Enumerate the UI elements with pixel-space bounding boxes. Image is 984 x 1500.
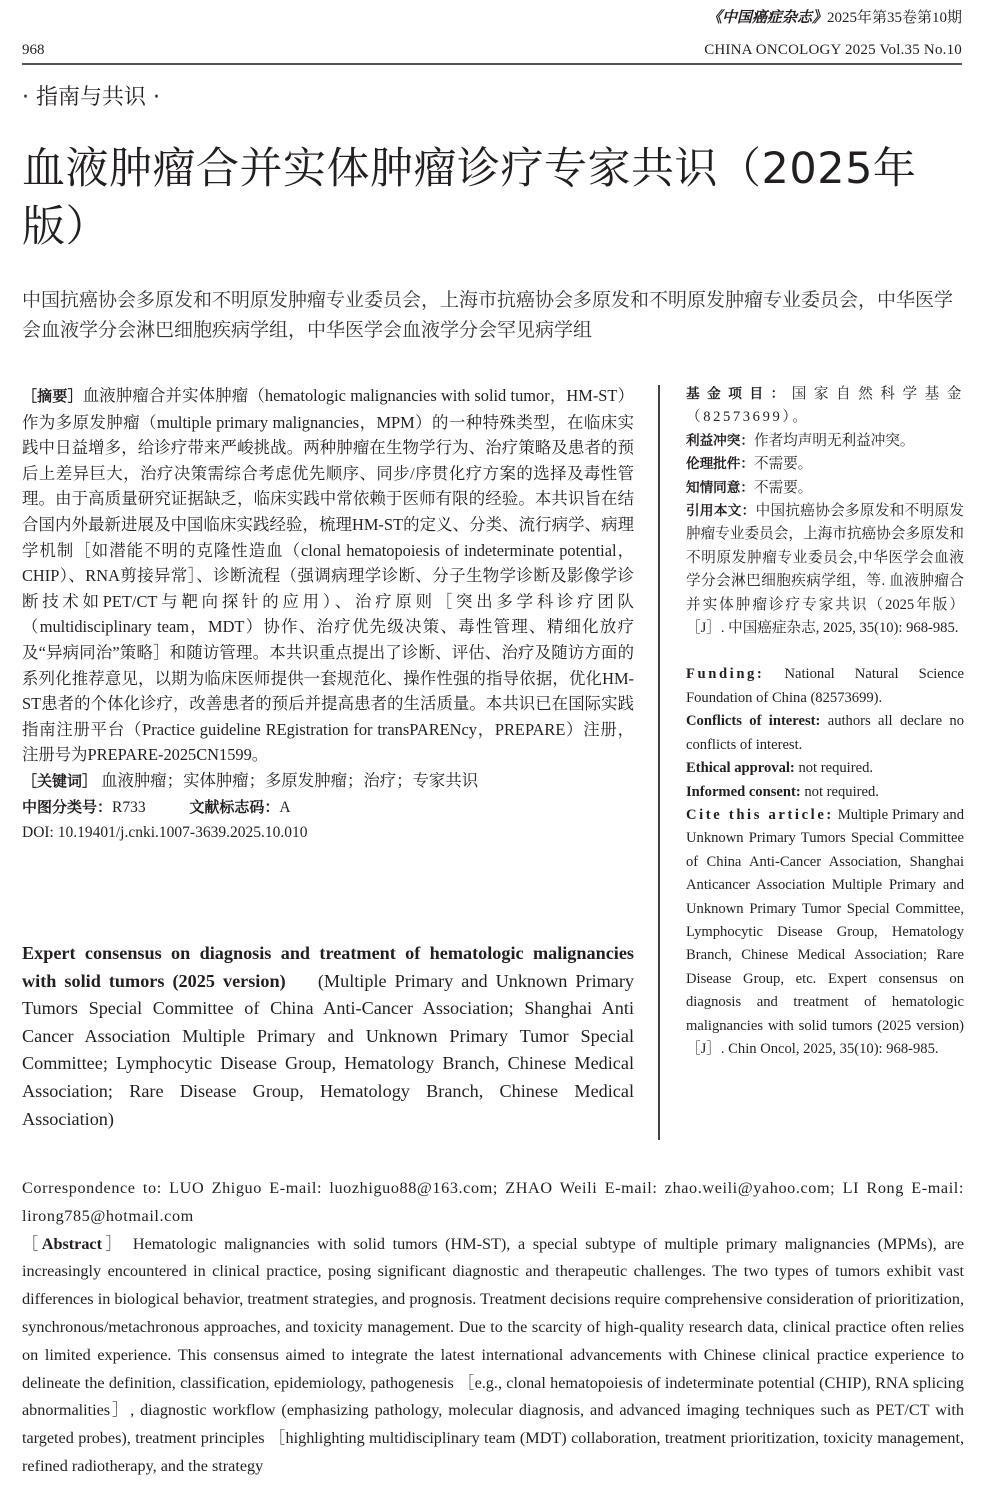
funding-label-cn: 基金项目：	[686, 386, 792, 402]
conflict-label-en: Conflicts of interest:	[686, 713, 821, 730]
keywords-value-cn: 血液肿瘤；实体肿瘤；多原发肿瘤；治疗；专家共识	[101, 770, 479, 790]
ethics-label-en: Ethical approval:	[686, 760, 795, 777]
journal-name-cn: 《中国癌症杂志》	[706, 10, 827, 26]
chinese-abstract	[22, 383, 634, 768]
doc-code-value: A	[279, 798, 291, 816]
correspondence: Correspondence to: LUO Zhiguo E-mail: luozhiguo88@163.com; ZHAO Weili E-mail: zhao.weili@yahoo.com; LI Rong E-mail: lirong785@hotmail.com	[22, 1179, 964, 1225]
consent-label-en: Informed consent:	[686, 783, 801, 800]
section-tag: · 指南与共识 ·	[22, 85, 160, 110]
ethics-cn	[686, 453, 964, 476]
abstract-text-en: Hematologic malignancies with solid tumors (HM-ST), a special subtype of multiple primary malignancies (MPMs), are increasingly encountered in clinical practice, posing significant diagnostic and therapeutic challenges. The two types of tumors exhibit vast differences in biological behavior, treatment strategies, and prognosis. Treatment decisions require comprehensive consideration of prioritization, synchronous/metachronous approaches, and toxicity management. Due to the scarcity of high-quality research data, clinical practice often relies on limited experience. This consensus aimed to integrate the latest international advancements with Chinese clinical practice experience to delineate the definition, classification, epidemiology, pathogenesis ［e.g., clonal hematopoiesis of indeterminate potential (CHIP), RNA splicing abnormalities］, diagnostic workflow (emphasizing pathology, molecular diagnosis, and advanced imaging techniques such as PET/CT with targeted probes), treatment principles ［highlighting multidisciplinary team (MDT) collaboration, treatment prioritization, toxicity management, refined radiotherapy, and the strategy	[22, 1234, 965, 1475]
citation-en	[686, 804, 964, 1061]
consent-en	[686, 781, 964, 804]
article-info-sidebar	[686, 383, 964, 1061]
consent-cn	[686, 477, 964, 500]
cite-label-en: Cite this article:	[686, 806, 834, 823]
clc-value: R733	[112, 798, 146, 816]
ethics-value-en: not required.	[798, 760, 874, 777]
abstract-text-cn: 血液肿瘤合并实体肿瘤（hematologic malignancies with solid tumor，HM-ST）作为多原发肿瘤（multiple primary malignancies，MPM）的一种特殊类型，在临床实践中日益增多，给诊疗带来严峻挑战。两种肿瘤在生物学行为、治疗策略及患者的预后上差异巨大，治疗决策需综合考虑优先顺序、同步/序贯化疗方案的选择及毒性管理。由于高质量研究证据缺乏，临床实践中常依赖于医师有限的经验。本共识旨在结合国内外最新进展及中国临床实践经验，梳理HM-ST的定义、分类、流行病学、病理学机制［如潜能不明的克隆性造血（clonal hematopoiesis of indeterminate potential，CHIP）、RNA剪接异常］、诊断流程（强调病理学诊断、分子生物学诊断及影像学诊断技术如PET/CT与靶向探针的应用）、治疗原则［突出多学科诊疗团队（multidisciplinary team，MDT）协作、治疗优先级决策、毒性管理、精细化放疗及“异病同治”策略］和随访管理。本共识重点提出了诊断、评估、治疗及随访方面的系列化推荐意见，以期为临床医师提供一套规范化、操作性强的指导依据，优化HM-ST患者的个体化诊疗，改善患者的预后并提高患者的生活质量。本共识已在国际实践指南注册平台（Practice guideline REgistration for transPARENcy，PREPARE）注册，注册号为PREPARE-2025CN1599。	[22, 386, 634, 765]
journal-volume-cn: 2025年第35卷第10期	[826, 10, 962, 26]
cite-value-cn: 中国抗癌协会多原发和不明原发肿瘤专业委员会，上海市抗癌协会多原发和不明原发肿瘤专业委员会,中华医学会血液学分会淋巴细胞疾病学组，等. 血液肿瘤合并实体肿瘤诊疗专家共识（2025年版）［J］. 中国癌症杂志, 2025, 35(10): 968-985.	[686, 503, 964, 637]
abstract-bracket-close: ］	[102, 1234, 126, 1253]
consent-label-cn: 知情同意：	[686, 479, 754, 496]
keywords-label-cn: ［关键词］	[22, 771, 98, 790]
journal-issue-en: CHINA ONCOLOGY 2025 Vol.35 No.10	[704, 42, 962, 58]
clc-label: 中图分类号：	[22, 797, 113, 816]
conflict-cn	[686, 430, 964, 453]
ethics-label-cn: 伦理批件：	[686, 456, 754, 473]
cite-value-en: Multiple Primary and Unknown Primary Tumors Special Committee of China Anti-Cancer Association, Shanghai Anticancer Association Multiple Primary and Unknown Primary Tumor Special Committee, Lymphocytic Disease Group, Hematology Branch, Chinese Medical Association; Rare Disease Group, etc. Expert consensus on diagnosis and treatment of hematologic malignancies with solid tumors (2025 version)［J］. Chin Oncol, 2025, 35(10): 968-985.	[686, 806, 965, 1057]
column-divider	[658, 385, 660, 1140]
funding-value-en: National Natural Science Foundation of China (82573699).	[686, 666, 965, 706]
conflict-value-cn: 作者均声明无利益冲突。	[753, 432, 915, 449]
funding-cn	[686, 383, 964, 430]
english-title: Expert consensus on diagnosis and treatment of hematologic malignancies with solid tumors (2025 version)	[22, 943, 634, 991]
conflict-value-en: authors all declare no conflicts of interest.	[686, 713, 964, 753]
doc-code-label: 文献标志码：	[189, 797, 280, 816]
ethics-value-cn: 不需要。	[753, 456, 813, 473]
english-abstract	[22, 1231, 964, 1481]
header-rule	[22, 63, 962, 65]
journal-issue-cn	[707, 6, 962, 27]
cite-label-cn: 引用本文：	[686, 503, 756, 520]
doi-link[interactable]: DOI: 10.19401/j.cnki.1007-3639.2025.10.010	[22, 824, 308, 842]
abstract-label-cn: ［摘要］	[22, 387, 83, 405]
ethics-en	[686, 757, 964, 780]
funding-en	[686, 663, 964, 710]
abstract-label-en: Abstract	[41, 1234, 102, 1253]
conflict-label-cn: 利益冲突：	[686, 432, 754, 449]
funding-value-cn: 国家自然科学基金（82573699）。	[686, 386, 964, 426]
english-abstract-section	[22, 1175, 964, 1481]
abstract-bracket-open: ［	[22, 1234, 42, 1253]
citation-cn	[686, 500, 964, 640]
page-number: 968	[22, 42, 45, 58]
article-title: 血液肿瘤合并实体肿瘤诊疗专家共识（2025年版）	[22, 144, 917, 252]
funding-label-en: Funding:	[686, 666, 765, 683]
keywords-cn	[22, 768, 634, 795]
conflict-en	[686, 710, 964, 757]
english-title-block	[22, 940, 634, 1133]
author-groups: 中国抗癌协会多原发和不明原发肿瘤专业委员会，上海市抗癌协会多原发和不明原发肿瘤专业委员会，中华医学会血液学分会淋巴细胞疾病学组，中华医学会血液学分会罕见病学组	[22, 290, 954, 341]
classification-line	[22, 795, 634, 821]
spacer	[686, 640, 964, 663]
consent-value-cn: 不需要。	[753, 479, 813, 496]
consent-value-en: not required.	[804, 783, 879, 800]
english-affiliations: (Multiple Primary and Unknown Primary Tumors Special Committee of China Anti-Cancer Association; Shanghai Anti Cancer Association Multiple Primary and Unknown Primary Tumor Special Committee; Lymphocytic Disease Group, Hematology Branch, Chinese Medical Association; Rare Disease Group, Hematology Branch, Chinese Medical Association)	[22, 970, 635, 1129]
chinese-abstract-section	[22, 383, 634, 846]
